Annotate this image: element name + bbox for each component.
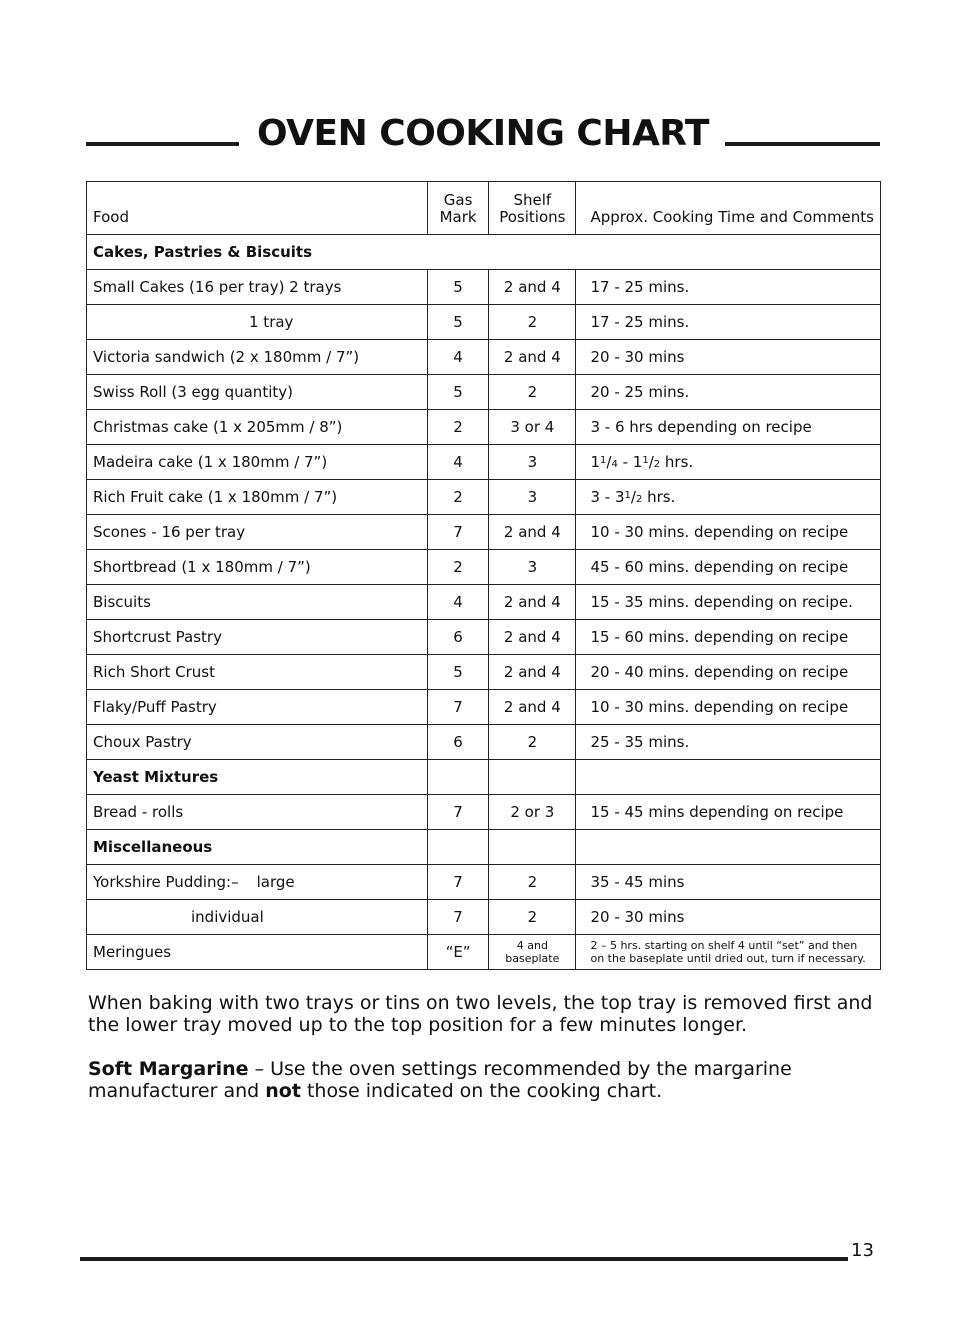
note-soft-margarine [88,1058,888,1102]
section-row-yeast [87,760,881,795]
shelf-line2: baseplate [505,952,560,965]
fraction-denominator: 2 [653,459,661,470]
cell-time: 15 - 45 mins depending on recipe [576,795,881,830]
table-row [87,725,881,760]
cell-time: 17 - 25 mins. [576,305,881,340]
cell-time: 20 - 30 mins [576,340,881,375]
table-row [87,795,881,830]
cell-food: individual [87,900,428,935]
cell-food: Madeira cake (1 x 180mm / 7”) [87,445,428,480]
table-row [87,900,881,935]
cell-food: Christmas cake (1 x 205mm / 8”) [87,410,428,445]
cell-food [87,865,428,900]
cell-empty [576,830,881,865]
cell-food: Biscuits [87,585,428,620]
cell-time: 45 - 60 mins. depending on recipe [576,550,881,585]
table-row [87,270,881,305]
cell-food: 1 tray [87,305,428,340]
table-row [87,550,881,585]
cell-shelf: 3 [489,445,576,480]
fraction-slash: / [648,453,654,471]
cell-food: Scones - 16 per tray [87,515,428,550]
cell-gas: 7 [427,795,488,830]
cell-food: Flaky/Puff Pastry [87,690,428,725]
cell-gas: 2 [427,550,488,585]
cell-shelf: 2 [489,725,576,760]
table-row [87,445,881,480]
cell-food: Victoria sandwich (2 x 180mm / 7”) [87,340,428,375]
cell-shelf: 3 or 4 [489,410,576,445]
cell-time: 20 - 40 mins. depending on recipe [576,655,881,690]
table-row [87,620,881,655]
cell-shelf: 2 and 4 [489,620,576,655]
cell-gas: 5 [427,270,488,305]
cell-gas: 2 [427,410,488,445]
cell-shelf: 3 [489,480,576,515]
table-row [87,410,881,445]
fraction-denominator: 4 [611,459,618,470]
cell-gas: 4 [427,340,488,375]
cell-empty [576,760,881,795]
header-shelf-line2: Positions [499,208,566,226]
cell-shelf: 2 [489,305,576,340]
cell-food: Choux Pastry [87,725,428,760]
cell-food: Bread - rolls [87,795,428,830]
table-row [87,585,881,620]
cell-gas: 7 [427,690,488,725]
page-number: 13 [851,1240,874,1261]
time-line2: on the baseplate until dried out, turn if necessary. [590,952,866,965]
cell-time: 15 - 60 mins. depending on recipe [576,620,881,655]
cell-time: 15 - 35 mins. depending on recipe. [576,585,881,620]
cell-food: Meringues [87,935,428,970]
notes-section [88,992,888,1124]
fraction-numerator: 1 [624,490,631,501]
cell-food: Swiss Roll (3 egg quantity) [87,375,428,410]
time-text: 3 - 3 [590,488,625,506]
table-row [87,515,881,550]
table-row [87,340,881,375]
fraction-slash: / [606,453,612,471]
fraction-slash: / [630,488,636,506]
section-row-cakes [87,235,881,270]
table-row [87,375,881,410]
time-line1: 2 – 5 hrs. starting on shelf 4 until “set” and then [590,939,858,952]
header-gas-line2: Mark [439,208,477,226]
cell-shelf: 2 and 4 [489,340,576,375]
cell-gas: “E” [427,935,488,970]
cooking-chart-table [86,181,881,970]
cell-shelf: 2 [489,865,576,900]
cell-food: Small Cakes (16 per tray) 2 trays [87,270,428,305]
cell-shelf: 2 and 4 [489,690,576,725]
note-text: those indicated on the cooking chart. [300,1080,663,1102]
header-food: Food [87,182,428,235]
cell-time: 20 - 25 mins. [576,375,881,410]
food-size: large [256,873,295,891]
time-text: - 1 [617,453,643,471]
cell-shelf: 2 and 4 [489,270,576,305]
cell-food: Rich Short Crust [87,655,428,690]
cell-time: 25 - 35 mins. [576,725,881,760]
cell-time [576,935,881,970]
table-row [87,655,881,690]
cell-time-fraction [576,445,881,480]
cell-time: 3 - 6 hrs depending on recipe [576,410,881,445]
cell-shelf: 2 [489,900,576,935]
time-text: hrs. [660,453,694,471]
table-row [87,480,881,515]
cell-time: 35 - 45 mins [576,865,881,900]
page-title: OVEN COOKING CHART [257,113,709,154]
header-shelf-line1: Shelf [513,191,552,209]
section-label-yeast: Yeast Mixtures [87,760,428,795]
cell-gas: 6 [427,725,488,760]
note-text: – Use the oven settings recommended by the margarine manufacturer and [88,1058,792,1102]
table-row [87,690,881,725]
cell-time: 10 - 30 mins. depending on recipe [576,690,881,725]
section-label-cakes: Cakes, Pastries & Biscuits [87,235,881,270]
table-row [87,305,881,340]
cell-gas: 5 [427,305,488,340]
cell-shelf: 2 or 3 [489,795,576,830]
table-row [87,935,881,970]
cell-shelf: 2 and 4 [489,585,576,620]
time-text: 1 [590,453,601,471]
cell-gas: 6 [427,620,488,655]
header-cooking-time: Approx. Cooking Time and Comments [576,182,881,235]
cell-shelf: 2 and 4 [489,515,576,550]
cell-gas: 7 [427,900,488,935]
cell-gas: 5 [427,655,488,690]
cell-time: 10 - 30 mins. depending on recipe [576,515,881,550]
cell-gas: 4 [427,585,488,620]
shelf-line1: 4 and [516,939,548,952]
cell-time-fraction [576,480,881,515]
cell-food: Rich Fruit cake (1 x 180mm / 7”) [87,480,428,515]
note-two-trays: When baking with two trays or tins on two levels, the top tray is removed first and the lower tray moved up to the top position for a few minutes longer. [88,992,873,1036]
cell-food: Shortbread (1 x 180mm / 7”) [87,550,428,585]
cell-empty [489,830,576,865]
cell-empty [427,830,488,865]
cell-empty [489,760,576,795]
cell-gas: 4 [427,445,488,480]
fraction-denominator: 2 [635,494,643,505]
section-label-misc: Miscellaneous [87,830,428,865]
time-text: hrs. [642,488,676,506]
fraction-numerator: 1 [600,455,607,466]
table-row [87,865,881,900]
soft-margarine-label: Soft Margarine [88,1058,249,1080]
cell-food: Shortcrust Pastry [87,620,428,655]
cell-shelf: 2 and 4 [489,655,576,690]
fraction-numerator: 1 [642,455,649,466]
cell-gas: 5 [427,375,488,410]
not-emphasis: not [265,1080,301,1102]
title-rule-right [725,142,880,146]
cell-time: 17 - 25 mins. [576,270,881,305]
cell-empty [427,760,488,795]
section-row-misc [87,830,881,865]
footer-rule [80,1257,848,1261]
cell-time: 20 - 30 mins [576,900,881,935]
food-text: Yorkshire Pudding:– [93,873,239,891]
header-shelf-positions [489,182,576,235]
table-header-row [87,182,881,235]
cell-shelf: 2 [489,375,576,410]
header-gas-mark [427,182,488,235]
cell-gas: 7 [427,865,488,900]
cell-gas: 7 [427,515,488,550]
cell-gas: 2 [427,480,488,515]
cell-shelf [489,935,576,970]
header-gas-line1: Gas [443,191,473,209]
cell-shelf: 3 [489,550,576,585]
